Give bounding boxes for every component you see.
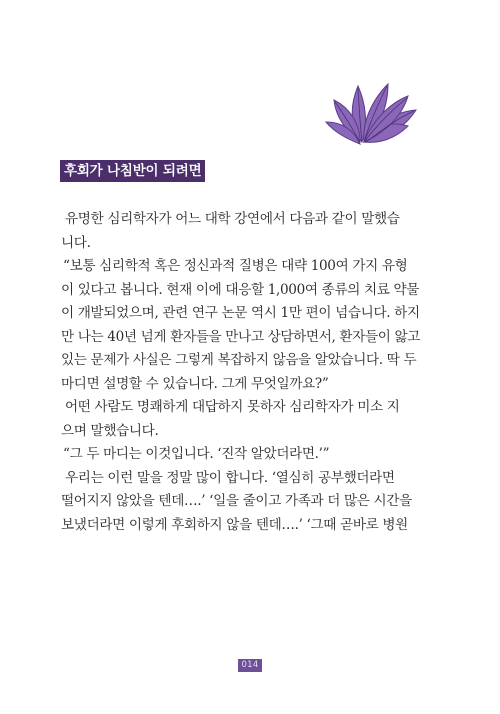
page-number-container <box>0 652 500 672</box>
leaf-sprig-icon <box>322 70 420 148</box>
text-line: 으며 말했습니다. <box>61 422 159 439</box>
body-text <box>61 208 441 537</box>
text-line: 마디면 설명할 수 있습니다. 그게 무엇일까요?” <box>61 375 329 392</box>
text-line: “보통 심리학적 혹은 정신과적 질병은 대략 100여 가지 유형 <box>63 258 408 274</box>
text-line: 보냈더라면 이렇게 후회하지 않을 텐데….’ ‘그때 곧바로 병원 <box>61 516 408 533</box>
text-line: 이 개발되었으며, 관련 연구 논문 역시 1만 편이 넘습니다. 하지 <box>61 305 420 321</box>
text-line: 유명한 심리학자가 어느 대학 강연에서 다음과 같이 말했습 <box>65 211 400 227</box>
section-title: 후회가 나침반이 되려면 <box>60 160 205 182</box>
text-line: “그 두 마디는 이것입니다. ‘진작 알았더라면.’” <box>63 446 330 462</box>
text-line: 우리는 이런 말을 정말 많이 합니다. ‘열심히 공부했더라면 <box>65 469 395 486</box>
text-line: 만 나는 40년 넘게 환자들을 만나고 상담하면서, 환자들이 앓고 <box>61 328 421 345</box>
text-line: 니다. <box>61 234 91 251</box>
text-line: 이 있다고 봅니다. 현재 이에 대응할 1,000여 종류의 치료 약물 <box>61 281 420 298</box>
page-number: 014 <box>238 659 261 672</box>
text-line: 있는 문제가 사실은 그렇게 복잡하지 않음을 알았습니다. 딱 두 <box>61 352 417 368</box>
text-line: 떨어지지 않았을 텐데….’ ‘일을 줄이고 가족과 더 많은 시간을 <box>61 493 412 509</box>
text-line: 어떤 사람도 명쾌하게 대답하지 못하자 심리학자가 미소 지 <box>65 399 400 415</box>
